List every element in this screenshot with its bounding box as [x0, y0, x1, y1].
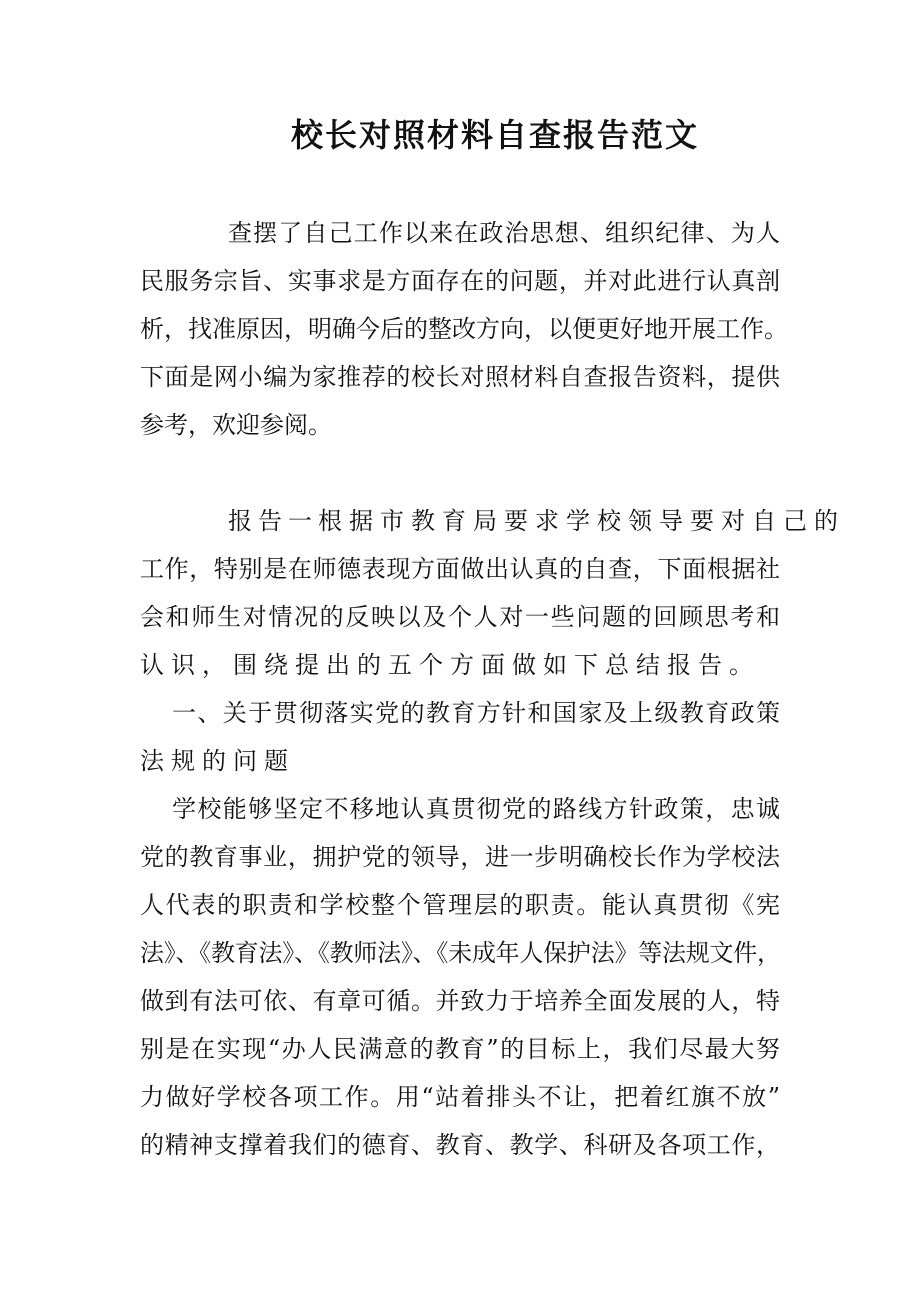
intro-paragraph: [140, 209, 788, 449]
report-one-paragraph: [140, 497, 845, 689]
text-line: 认识，围绕提出的五个方面做如下总结报告。: [140, 651, 760, 679]
text-line: 党的教育事业，拥护党的领导，进一步明确校长作为学校法: [140, 843, 780, 871]
report-label: 报告一: [228, 507, 318, 535]
text-line: 法规的问题: [140, 747, 295, 775]
text-line: 工作，特别是在师德表现方面做出认真的自查，下面根据社: [140, 555, 780, 583]
text-line: 法》、《教育法》、《教师法》、《未成年人保护法》等法规文件，: [140, 939, 780, 967]
text-line: 的精神支撑着我们的德育、教育、教学、科研及各项工作，: [140, 1131, 780, 1159]
blank-line: [140, 449, 780, 497]
text-line: 做到有法可依、有章可循。并致力于培养全面发展的人，特: [140, 987, 780, 1015]
text-line: 一、关于贯彻落实党的教育方针和国家及上级教育政策: [172, 699, 780, 727]
text-line: 力做好学校各项工作。用“站着排头不让，把着红旗不放”: [140, 1083, 780, 1111]
text-line: 人代表的职责和学校整个管理层的职责。能认真贯彻《宪: [140, 891, 780, 919]
body-paragraph: [140, 785, 780, 1169]
text-line: 析，找准原因，明确今后的整改方向，以便更好地开展工作。: [140, 315, 788, 343]
text-line-content: 根据市教育局要求学校领导要对自己的: [318, 507, 845, 535]
text-line: 参考，欢迎参阅。: [140, 411, 332, 439]
document-title: 校长对照材料自查报告范文: [290, 116, 699, 154]
text-line: 学校能够坚定不移地认真贯彻党的路线方针政策，忠诚: [172, 795, 780, 823]
text-line: 别是在实现“办人民满意的教育”的目标上，我们尽最大努: [140, 1035, 780, 1063]
text-line: 下面是网小编为家推荐的校长对照材料自查报告资料，提供: [140, 363, 780, 391]
text-line: 会和师生对情况的反映以及个人对一些问题的回顾思考和: [140, 603, 780, 631]
text-line: [140, 497, 845, 545]
text-line: 查摆了自己工作以来在政治思想、组织纪律、为人: [228, 219, 780, 247]
document-body: [140, 209, 845, 1169]
section-heading: [140, 689, 780, 785]
text-line: 民服务宗旨、实事求是方面存在的问题，并对此进行认真剖: [140, 267, 780, 295]
